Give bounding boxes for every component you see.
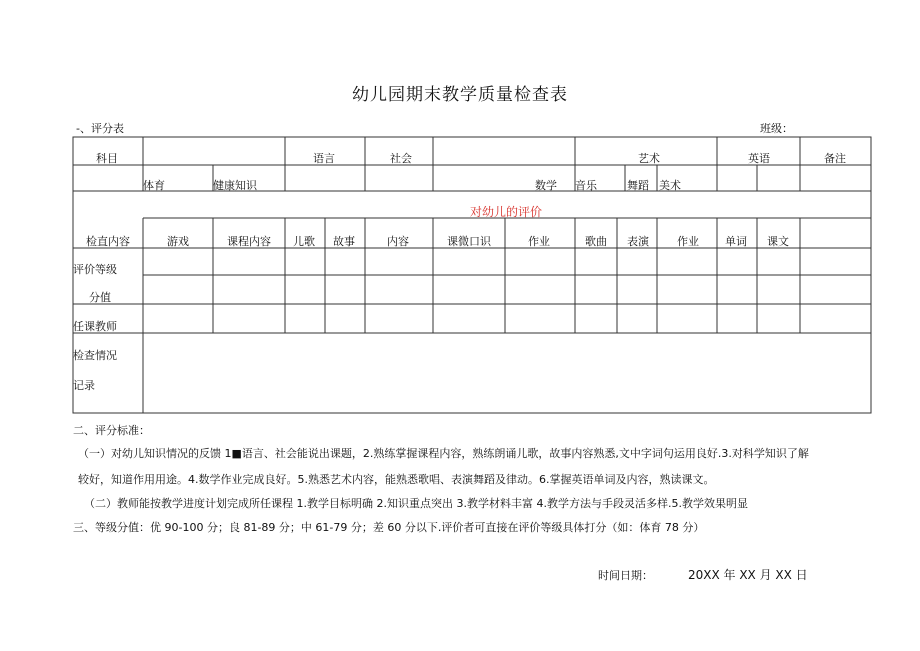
standard-p2: （二）教师能按教学进度计划完成所任课程 1.教学目标明确 2.知识重点突出 3.教学材料丰富 4.教学方法与手段灵活多样.5.教学效果明显 <box>84 497 748 510</box>
cell-content: 内容 <box>387 235 409 248</box>
cell-game: 游戏 <box>167 235 189 248</box>
row-label-score: 分值 <box>89 291 111 304</box>
row-label-grade: 评价等级 <box>73 263 117 276</box>
cell-music: 音乐 <box>575 179 597 192</box>
standard-p1-line1: （一）对幼儿知识情况的反馈 1■语言、社会能说出课题，2.熟练掌握课程内容，熟练朗诵儿歌，故事内容熟悉,文中字词句运用良好.3.对科学知识了解 <box>78 447 809 460</box>
cell-society: 社会 <box>390 152 412 165</box>
cell-fine-art: 美术 <box>659 179 681 192</box>
cell-math: 数学 <box>535 179 557 192</box>
child-evaluation-heading: 对幼儿的评价 <box>470 205 543 219</box>
cell-song: 儿歌 <box>293 235 315 248</box>
section-score-table-label: -、评分表 <box>76 122 124 135</box>
cell-remark: 备注 <box>824 152 846 165</box>
cell-sing: 歌曲 <box>585 235 607 248</box>
cell-language: 语言 <box>313 152 335 165</box>
cell-health: 健康知识 <box>213 179 257 192</box>
row-label-record: 记录 <box>73 379 95 392</box>
standard-heading: 二、评分标准： <box>73 424 150 437</box>
class-label: 班级： <box>760 122 793 135</box>
date-label: 时间日期： <box>598 569 653 582</box>
cell-check-content: 检直内容 <box>86 235 130 248</box>
cell-word: 单词 <box>725 235 747 248</box>
cell-lesson-words: 课微口识 <box>447 235 491 248</box>
row-label-teacher: 任课教师 <box>73 320 117 333</box>
page-title: 幼儿园期末教学质量检查表 <box>352 85 568 105</box>
cell-homework-2: 作业 <box>677 235 699 248</box>
cell-pe: 体育 <box>143 179 165 192</box>
date-value: 20XX 年 XX 月 XX 日 <box>688 568 808 582</box>
standard-p3: 三、等级分值：优 90-100 分；良 81-89 分；中 61-79 分；差 60 分以下.评价者可直接在评价等级具体打分（如：体育 78 分） <box>73 521 705 534</box>
row-label-check: 检查情况 <box>73 349 117 362</box>
cell-course-content: 课程内容 <box>227 235 271 248</box>
cell-homework: 作业 <box>528 235 550 248</box>
cell-story: 故事 <box>333 235 355 248</box>
cell-dance: 舞蹈 <box>627 179 649 192</box>
cell-english: 英语 <box>748 152 770 165</box>
standard-p1-line2: 较好，知道作用用途。4.数学作业完成良好。5.熟悉艺术内容，能熟悉歌唱、表演舞蹈及律动。6.掌握英语单词及内容，熟读课文。 <box>78 473 715 486</box>
cell-subject: 科目 <box>96 152 118 165</box>
cell-perform: 表演 <box>627 235 649 248</box>
cell-text: 课文 <box>767 235 789 248</box>
cell-art: 艺术 <box>638 152 660 165</box>
